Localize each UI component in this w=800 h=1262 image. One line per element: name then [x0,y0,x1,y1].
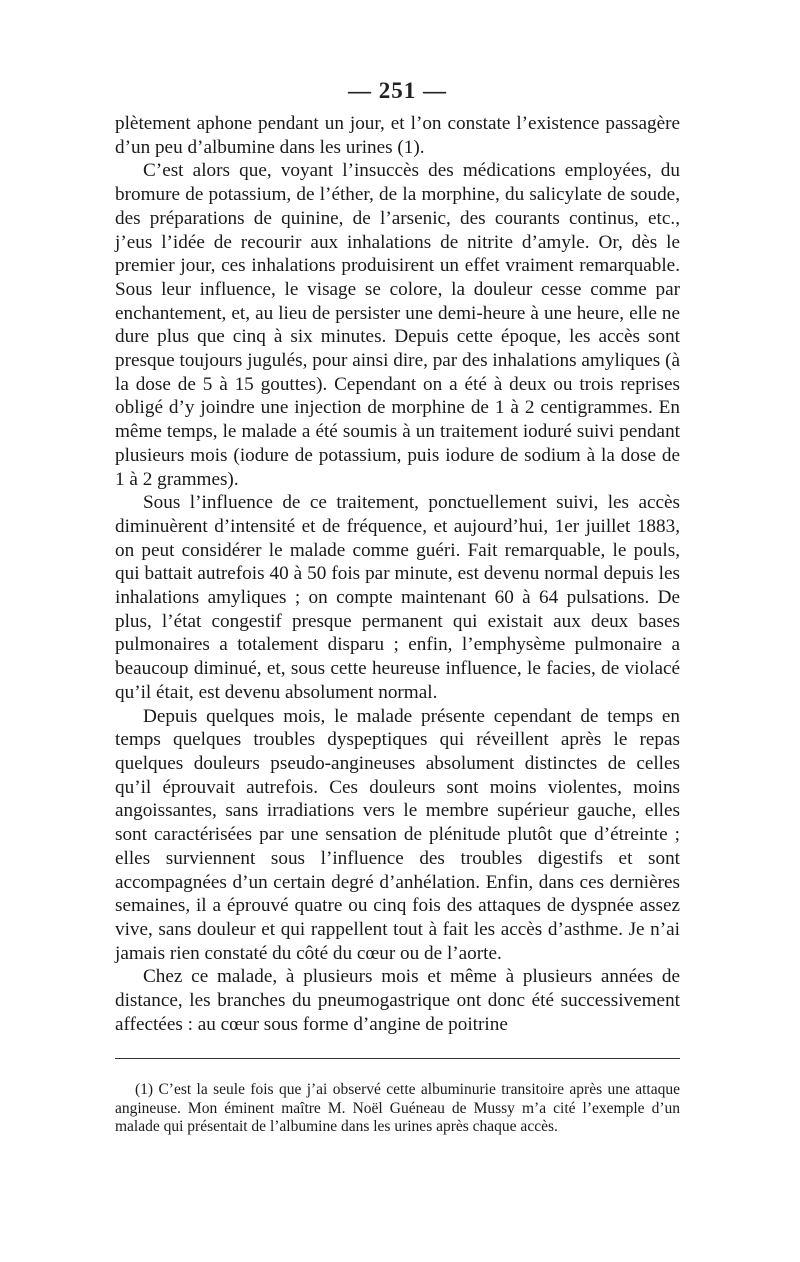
page-number: — 251 — [348,78,447,103]
paragraph-3: Sous l’influence de ce traitement, ponctuellement suivi, les accès diminuèrent d’intensité et de fréquence, et aujourd’hui, 1er juillet 1883, on peut considérer le malade comme guéri. Fait remarquable, le pouls, qui battait autrefois 40 à 50 fois par minute, est devenu normal depuis les inhalations amyliques ; on compte maintenant 60 à 64 pulsations. De plus, l’état congestif presque permanent qui existait aux deux bases pulmonaires a totalement disparu ; enfin, l’emphysème pulmonaire a beaucoup diminué, et, sous cette heureuse influence, le facies, de violacé qu’il était, est devenu absolument normal. [115,492,680,703]
book-page [115,78,680,1137]
paragraph-1: plètement aphone pendant un jour, et l’on constate l’existence passagère d’un peu d’albumine dans les urines (1). [115,113,680,158]
body-text [115,112,680,1036]
footnote-text: (1) C’est la seule fois que j’ai observé cette albuminurie transitoire après une attaque angineuse. Mon éminent maître M. Noël Guéneau de Mussy m’a cité l’exemple d’un malade qui présentait de l’albumine dans les urines après chaque accès. [115,1081,680,1136]
footnote [115,1081,680,1137]
paragraph-2: C’est alors que, voyant l’insuccès des médications employées, du bromure de potassium, de l’éther, de la morphine, du salicylate de soude, des préparations de quinine, de l’arsenic, des courants continus, etc., j’eus l’idée de recourir aux inhalations de nitrite d’amyle. Or, dès le premier jour, ces inhalations produisirent un effet vraiment remarquable. Sous leur influence, le visage se colore, la douleur cesse comme par enchantement, et, au lieu de persister une demi-heure à une heure, elle ne dure plus que cinq à six minutes. Depuis cette époque, les accès sont presque toujours jugulés, pour ainsi dire, par des inhalations amyliques (à la dose de 5 à 15 gouttes). Cependant on a été à deux ou trois reprises obligé d’y joindre une injection de morphine de 1 à 2 centigrammes. En même temps, le malade a été soumis à un traitement ioduré suivi pendant plusieurs mois (iodure de potassium, puis iodure de sodium à la dose de 1 à 2 grammes). [115,160,680,490]
paragraph-5: Chez ce malade, à plusieurs mois et même à plusieurs années de distance, les branches du pneumogastrique ont donc été successivement affectées : au cœur sous forme d’angine de poitrine [115,966,680,1035]
paragraph-4: Depuis quelques mois, le malade présente cependant de temps en temps quelques troubles dyspeptiques qui réveillent après le repas quelques douleurs pseudo-angineuses absolument distinctes de celles qu’il éprouvait autrefois. Ces douleurs sont moins violentes, moins angoissantes, sans irradiations vers le membre supérieur gauche, elles sont caractérisées par une sensation de plénitude plutôt que d’étreinte ; elles surviennent sous l’influence des troubles digestifs et sont accompagnées d’un certain degré d’anhélation. Enfin, dans ces dernières semaines, il a éprouvé quatre ou cinq fois des attaques de dyspnée assez vive, sans douleur et qui rappellent tout à fait les accès d’asthme. Je n’ai jamais rien constaté du côté du cœur ou de l’aorte. [115,705,680,964]
footnote-divider [115,1058,680,1059]
